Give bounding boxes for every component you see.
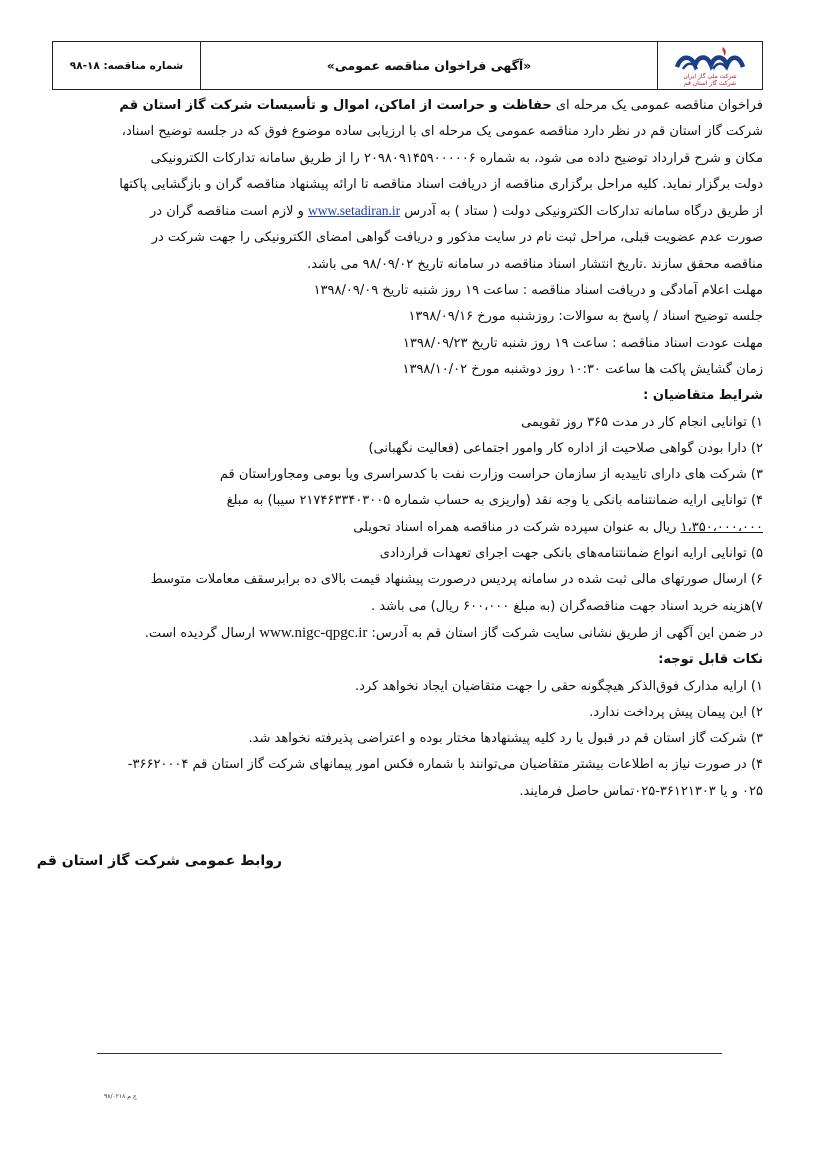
intro-line: مناقصه محقق سازند .تاریخ انتشار اسناد مناقصه در سامانه تاریخ ۹۸/۰۹/۰۲ می باشد.	[307, 256, 763, 272]
condition-text: ریال به عنوان سپرده شرکت در مناقصه همراه اسناد تحویلی	[353, 519, 681, 535]
header-table	[52, 41, 763, 90]
footer-divider	[97, 1053, 722, 1054]
tender-number: شماره مناقصه: ۱۸-۹۸	[53, 42, 201, 89]
condition-item: ۳) شرکت های دارای تاییدیه از سازمان حراست وزارت نفت با کدسراسری ویا بومی ومجاوراستان قم	[219, 467, 763, 483]
note-item: ۳) شرکت گاز استان قم در قبول یا رد کلیه پیشنهادها مختار بوده و اعتراضی پذیرفته نخواهد شد.	[248, 731, 763, 747]
site-notice	[52, 620, 763, 647]
company-website[interactable]: www.nigc-qpgc.ir	[259, 624, 368, 641]
intro-line: شرکت گاز استان قم در نظر دارد مناقصه عمومی یک مرحله ای با ارزیابی ساده موضوع فوق که در جلسه توضیح اسناد،	[121, 124, 763, 140]
date-line: جلسه توضیح اسناد / پاسخ به سوالات: روزشنبه مورخ ۱۳۹۸/۰۹/۱۶	[408, 309, 763, 325]
date-line: مهلت عودت اسناد مناقصه : ساعت ۱۹ روز شنبه تاریخ ۱۳۹۸/۰۹/۲۳	[402, 335, 763, 351]
intro-line	[52, 93, 763, 119]
setadiran-link[interactable]: www.setadiran.ir	[308, 203, 401, 219]
date-line: مهلت اعلام آمادگی و دریافت اسناد مناقصه : ساعت ۱۹ روز شنبه تاریخ ۱۳۹۸/۰۹/۰۹	[313, 283, 763, 299]
signature: روابط عمومی شرکت گاز استان قم	[36, 853, 282, 869]
condition-item: ۲) دارا بودن گواهی صلاحیت از اداره کار وامور اجتماعی (فعالیت نگهبانی)	[368, 440, 763, 456]
company-logo	[658, 42, 762, 89]
footer-code: ج م ۹۸/۰۲۱۸	[104, 1093, 137, 1100]
intro-line: مکان و شرح قرارداد توضیح داده می شود، به شماره ۲۰۹۸۰۹۱۴۵۹۰۰۰۰۰۶ را از طریق سامانه تدارکات الکترونیکی	[150, 150, 763, 166]
note-item: ۴) در صورت نیاز به اطلاعات بیشتر متقاضیان می‌توانند با شماره فکس امور پیمانهای شرکت گاز استان قم ۳۶۶۲۰۰۰۴-	[127, 757, 763, 773]
notice-text: ارسال گردیده است.	[144, 625, 260, 641]
notice-title: «آگهی فراخوان مناقصه عمومی»	[201, 42, 658, 89]
logo-text-1: شرکت ملی گاز ایران	[683, 72, 737, 80]
notes-heading: نکات قابل توجه:	[658, 652, 763, 668]
logo-text-2: شرکت گاز استان قم	[684, 79, 736, 87]
intro-text: و لازم است مناقصه گران در	[150, 204, 308, 220]
condition-item: ۶) ارسال صورتهای مالی ثبت شده در سامانه پردیس درصورت پیشنهاد قیمت بالای ده برابرسقف معاملات متوسط	[150, 572, 763, 588]
condition-item: ۷)هزینه خرید اسناد جهت مناقصه‌گران (به مبلغ ۶۰۰،۰۰۰ ریال) می باشد .	[371, 598, 763, 614]
date-line: زمان گشایش پاکت ها ساعت ۱۰:۳۰ روز دوشنبه مورخ ۱۳۹۸/۱۰/۰۲	[402, 361, 763, 377]
intro-text: از طریق درگاه سامانه تدارکات الکترونیکی دولت ( ستاد ) به آدرس	[400, 204, 763, 220]
condition-item: ۱) توانایی انجام کار در مدت ۳۶۵ روز تقویمی	[521, 414, 763, 430]
note-item: ۰۲۵ و یا ۳۶۱۲۱۳۰۳-۰۲۵تماس حاصل فرمایند.	[519, 783, 763, 799]
intro-line: صورت عدم عضویت قبلی، مراحل ثبت نام در سایت مذکور و دریافت گواهی امضای الکترونیکی را جهت شرکت در	[151, 230, 763, 246]
intro-line: دولت برگزار نماید. کلیه مراحل برگزاری مناقصه از دریافت اسناد مناقصه تا ارائه پیشنهاد مناقصه گران و بازگشایی پاکتها	[119, 176, 763, 192]
condition-item: ۵) توانایی ارایه انواع ضمانتنامه‌های بانکی جهت اجرای تعهدات قراردادی	[379, 546, 763, 562]
intro-line	[52, 198, 763, 225]
conditions-heading: شرایط متقاضیان :	[643, 388, 763, 404]
tender-subject: حفاظت و حراست از اماکن، اموال و تأسیسات شرکت گاز استان قم	[119, 98, 552, 113]
condition-item: ۴) توانایی ارایه ضمانتنامه بانکی یا وجه نقد (واریزی به حساب شماره ۲۱۷۴۶۳۳۴۰۳۰۰۵ سیبا) به مبلغ	[226, 493, 763, 509]
deposit-amount: ۱،۳۵۰،۰۰۰،۰۰۰	[680, 519, 763, 535]
note-item: ۱) ارایه مدارک فوق‌الذکر هیچگونه حقی را جهت متقاضیان ایجاد نخواهد کرد.	[354, 678, 763, 694]
notice-text: در ضمن این آگهی از طریق نشانی سایت شرکت گاز استان قم به آدرس:	[367, 625, 763, 641]
gas-company-logo-icon	[671, 45, 749, 73]
intro-text: فراخوان مناقصه عمومی یک مرحله ای	[551, 98, 763, 113]
notice-body	[52, 93, 763, 805]
note-item: ۲) این پیمان پیش پرداخت ندارد.	[589, 704, 763, 720]
condition-item	[52, 515, 763, 541]
